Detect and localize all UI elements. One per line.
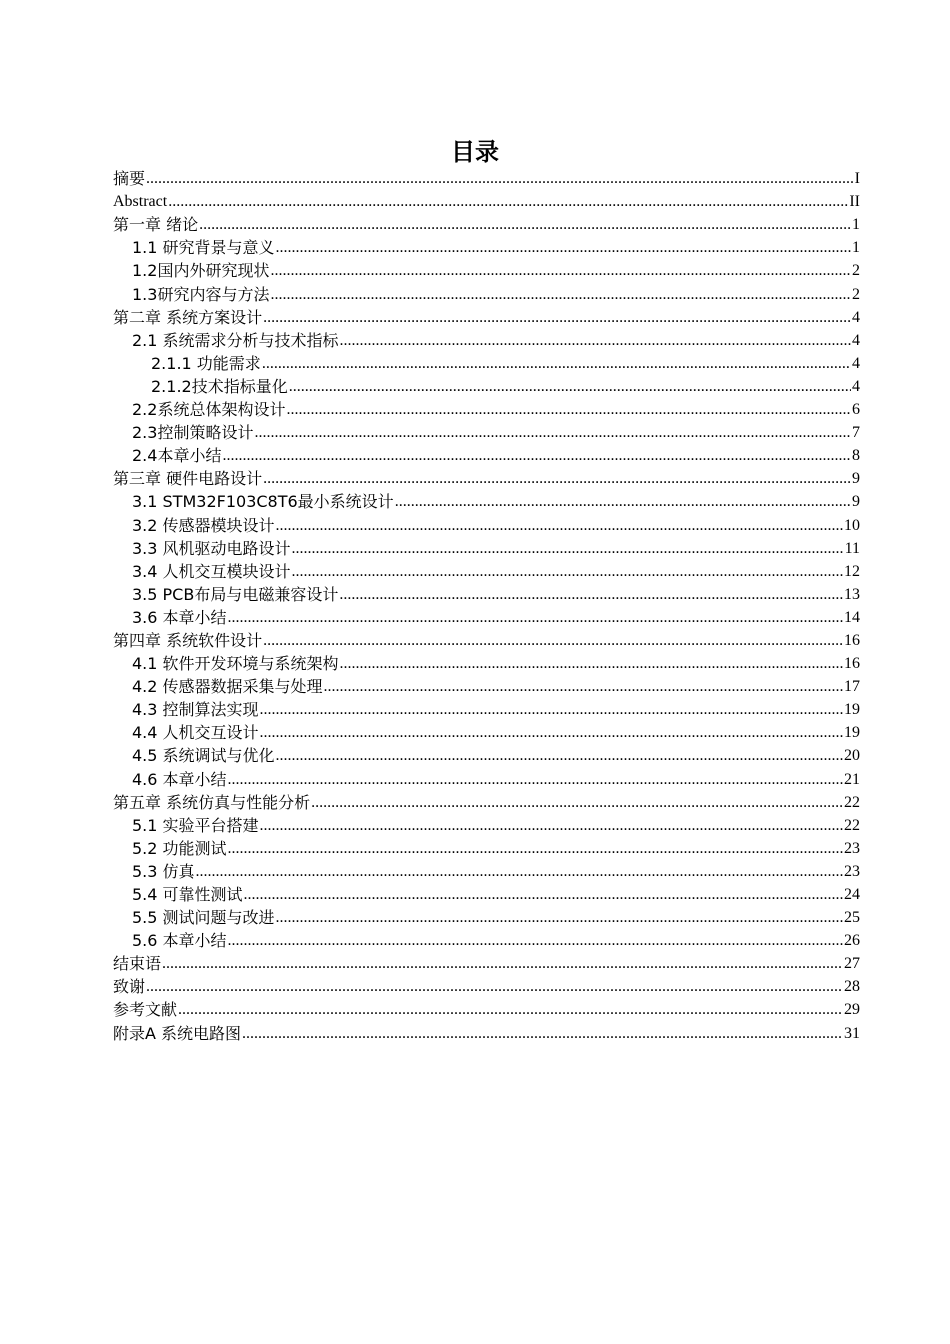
toc-page-number: 22 bbox=[844, 793, 860, 811]
toc-page-number: 16 bbox=[844, 631, 860, 649]
toc-entry-title: 3.5 PCB布局与电磁兼容设计 bbox=[132, 584, 339, 604]
toc-entry-title: 1.3研究内容与方法 bbox=[132, 284, 270, 304]
toc-entry-title: 1.1 研究背景与意义 bbox=[132, 238, 275, 258]
toc-entry-title: 参考文献 bbox=[113, 1000, 178, 1020]
toc-entry[interactable] bbox=[113, 882, 860, 905]
toc-dot-leader bbox=[260, 700, 843, 720]
toc-entry[interactable] bbox=[113, 951, 860, 974]
toc-page-number: 26 bbox=[844, 932, 860, 950]
toc-page-number: 12 bbox=[844, 562, 860, 580]
toc-entry-title: 4.6 本章小结 bbox=[132, 769, 227, 789]
toc-page-number: 23 bbox=[844, 839, 860, 857]
toc-entry[interactable] bbox=[113, 189, 860, 212]
toc-page-number: 19 bbox=[844, 724, 860, 742]
toc-entry[interactable] bbox=[113, 305, 860, 328]
toc-entry[interactable] bbox=[113, 674, 860, 697]
toc-dot-leader bbox=[146, 169, 854, 189]
toc-page-number: 8 bbox=[852, 447, 860, 465]
toc-entry[interactable] bbox=[113, 766, 860, 789]
toc-page-number: II bbox=[849, 193, 860, 211]
toc-entry-title: 附录A 系统电路图 bbox=[113, 1023, 242, 1043]
toc-page-number: 28 bbox=[844, 978, 860, 996]
toc-page-number: 20 bbox=[844, 747, 860, 765]
toc-entry[interactable] bbox=[113, 397, 860, 420]
toc-entry-title: 致谢 bbox=[113, 977, 146, 997]
toc-entry[interactable] bbox=[113, 651, 860, 674]
toc-entry[interactable] bbox=[113, 443, 860, 466]
toc-page-number: 25 bbox=[844, 909, 860, 927]
toc-dot-leader bbox=[260, 723, 843, 743]
toc-entry[interactable] bbox=[113, 720, 860, 743]
toc-entry[interactable] bbox=[113, 836, 860, 859]
toc-entry-title: 3.4 人机交互模块设计 bbox=[132, 561, 291, 581]
toc-entry-title: 1.2国内外研究现状 bbox=[132, 261, 270, 281]
toc-page-number: 31 bbox=[844, 1024, 860, 1042]
toc-list bbox=[113, 166, 860, 1044]
toc-page-number: 4 bbox=[852, 377, 860, 395]
toc-entry[interactable] bbox=[113, 351, 860, 374]
toc-dot-leader bbox=[254, 423, 851, 443]
toc-dot-leader bbox=[228, 608, 843, 628]
toc-page-number: 17 bbox=[844, 678, 860, 696]
toc-dot-leader bbox=[324, 677, 843, 697]
toc-entry-title: 3.1 STM32F103C8T6最小系统设计 bbox=[132, 492, 394, 512]
toc-entry[interactable] bbox=[113, 559, 860, 582]
toc-page-number: 4 bbox=[852, 354, 860, 372]
toc-entry[interactable] bbox=[113, 281, 860, 304]
toc-entry[interactable] bbox=[113, 974, 860, 997]
toc-dot-leader bbox=[276, 238, 851, 258]
toc-dot-leader bbox=[276, 516, 843, 536]
toc-page-number: 24 bbox=[844, 886, 860, 903]
toc-title: 目录 bbox=[451, 138, 499, 166]
toc-entry[interactable] bbox=[113, 859, 860, 882]
toc-entry[interactable] bbox=[113, 1020, 860, 1043]
toc-entry[interactable] bbox=[113, 166, 860, 189]
toc-page-number: 21 bbox=[844, 770, 860, 788]
toc-page-number: I bbox=[854, 170, 860, 188]
toc-page-number: 10 bbox=[844, 516, 860, 534]
toc-entry-title: 2.3控制策略设计 bbox=[132, 423, 254, 443]
toc-dot-leader bbox=[289, 377, 851, 397]
toc-dot-leader bbox=[311, 793, 843, 813]
toc-entry[interactable] bbox=[113, 743, 860, 766]
toc-dot-leader bbox=[242, 1024, 843, 1044]
toc-entry-title: 4.3 控制算法实现 bbox=[132, 700, 259, 720]
toc-dot-leader bbox=[199, 215, 851, 235]
toc-entry-title: 3.6 本章小结 bbox=[132, 607, 227, 627]
toc-entry[interactable] bbox=[113, 258, 860, 281]
toc-page-number: 6 bbox=[852, 401, 860, 419]
toc-entry-title: 3.3 风机驱动电路设计 bbox=[132, 538, 291, 558]
toc-dot-leader bbox=[260, 816, 843, 836]
toc-entry-title: 4.1 软件开发环境与系统架构 bbox=[132, 654, 339, 674]
toc-entry-title: 第五章 系统仿真与性能分析 bbox=[113, 792, 311, 812]
toc-entry-title: 5.6 本章小结 bbox=[132, 931, 227, 951]
toc-page-number: 16 bbox=[844, 655, 860, 673]
toc-page-number: 27 bbox=[844, 955, 860, 973]
toc-entry-title: 第一章 绪论 bbox=[113, 215, 199, 235]
toc-entry[interactable] bbox=[113, 328, 860, 351]
toc-entry-title: 第二章 系统方案设计 bbox=[113, 307, 263, 327]
toc-entry[interactable] bbox=[113, 235, 860, 258]
toc-dot-leader bbox=[263, 308, 851, 328]
toc-page-number: 23 bbox=[844, 862, 860, 880]
toc-dot-leader bbox=[262, 354, 851, 374]
toc-entry[interactable] bbox=[113, 997, 860, 1020]
toc-dot-leader bbox=[228, 931, 843, 951]
toc-page-number: 2 bbox=[852, 285, 860, 303]
toc-entry-title: 2.1.1 功能需求 bbox=[151, 353, 261, 373]
toc-entry[interactable] bbox=[113, 582, 860, 605]
toc-entry-title: 摘要 bbox=[113, 169, 146, 189]
toc-page-number: 22 bbox=[844, 816, 860, 834]
toc-dot-leader bbox=[228, 770, 843, 790]
toc-entry-title: 5.2 功能测试 bbox=[132, 838, 227, 858]
toc-page-number: 4 bbox=[852, 308, 860, 326]
toc-entry-title: 2.4本章小结 bbox=[132, 446, 222, 466]
toc-dot-leader bbox=[263, 631, 843, 651]
toc-entry[interactable] bbox=[113, 489, 860, 512]
toc-dot-leader bbox=[292, 539, 844, 559]
toc-dot-leader bbox=[340, 331, 851, 351]
toc-page-number: 9 bbox=[852, 493, 860, 511]
toc-dot-leader bbox=[178, 1000, 843, 1020]
toc-dot-leader bbox=[270, 285, 851, 305]
toc-dot-leader bbox=[222, 446, 851, 466]
toc-page-number: 14 bbox=[844, 608, 860, 626]
toc-page-number: 1 bbox=[852, 239, 860, 257]
toc-dot-leader bbox=[340, 654, 843, 674]
toc-entry-title: 2.1 系统需求分析与技术指标 bbox=[132, 330, 339, 350]
toc-dot-leader bbox=[196, 862, 843, 882]
toc-entry[interactable] bbox=[113, 512, 860, 535]
toc-entry[interactable] bbox=[113, 212, 860, 235]
toc-entry-title: 3.2 传感器模块设计 bbox=[132, 515, 275, 535]
toc-dot-leader bbox=[146, 977, 843, 997]
toc-entry-title: 2.1.2技术指标量化 bbox=[151, 376, 288, 396]
toc-entry-title: 第三章 硬件电路设计 bbox=[113, 469, 263, 489]
toc-page-number: 7 bbox=[852, 424, 860, 442]
toc-dot-leader bbox=[270, 261, 851, 281]
toc-entry[interactable] bbox=[113, 628, 860, 651]
toc-entry[interactable] bbox=[113, 905, 860, 928]
toc-page-number: 1 bbox=[852, 216, 860, 234]
toc-entry[interactable] bbox=[113, 697, 860, 720]
toc-dot-leader bbox=[244, 885, 843, 905]
toc-entry-title: Abstract bbox=[113, 193, 168, 211]
toc-page-number: 2 bbox=[852, 262, 860, 280]
toc-dot-leader bbox=[339, 585, 843, 605]
toc-page-number: 13 bbox=[844, 585, 860, 603]
toc-entry-title: 第四章 系统软件设计 bbox=[113, 630, 263, 650]
toc-entry[interactable] bbox=[113, 813, 860, 836]
toc-page-number: 19 bbox=[844, 701, 860, 719]
toc-entry[interactable] bbox=[113, 605, 860, 628]
toc-entry-title: 结束语 bbox=[113, 954, 162, 974]
toc-entry[interactable] bbox=[113, 374, 860, 397]
toc-entry-title: 4.5 系统调试与优化 bbox=[132, 746, 275, 766]
toc-page-number: 29 bbox=[844, 1001, 860, 1019]
toc-entry-title: 5.5 测试问题与改进 bbox=[132, 908, 275, 928]
toc-dot-leader bbox=[263, 469, 851, 489]
toc-entry-title: 5.3 仿真 bbox=[132, 861, 195, 881]
toc-dot-leader bbox=[292, 562, 843, 582]
toc-dot-leader bbox=[276, 746, 843, 766]
toc-page-number: 11 bbox=[844, 539, 860, 557]
toc-page-number: 4 bbox=[852, 331, 860, 349]
toc-entry[interactable] bbox=[113, 420, 860, 443]
toc-entry[interactable] bbox=[113, 928, 860, 951]
toc-dot-leader bbox=[286, 400, 851, 420]
toc-entry[interactable] bbox=[113, 466, 860, 489]
toc-dot-leader bbox=[168, 192, 848, 212]
toc-entry-title: 4.2 传感器数据采集与处理 bbox=[132, 677, 323, 697]
toc-entry[interactable] bbox=[113, 790, 860, 813]
toc-entry-title: 5.4 可靠性测试 bbox=[132, 885, 243, 904]
toc-dot-leader bbox=[276, 908, 843, 928]
toc-entry-title: 5.1 实验平台搭建 bbox=[132, 815, 259, 835]
toc-dot-leader bbox=[162, 954, 843, 974]
toc-dot-leader bbox=[395, 492, 851, 512]
toc-entry-title: 2.2系统总体架构设计 bbox=[132, 400, 286, 420]
toc-entry[interactable] bbox=[113, 536, 860, 559]
toc-dot-leader bbox=[228, 839, 843, 859]
toc-page-number: 9 bbox=[852, 470, 860, 488]
toc-entry-title: 4.4 人机交互设计 bbox=[132, 723, 259, 743]
